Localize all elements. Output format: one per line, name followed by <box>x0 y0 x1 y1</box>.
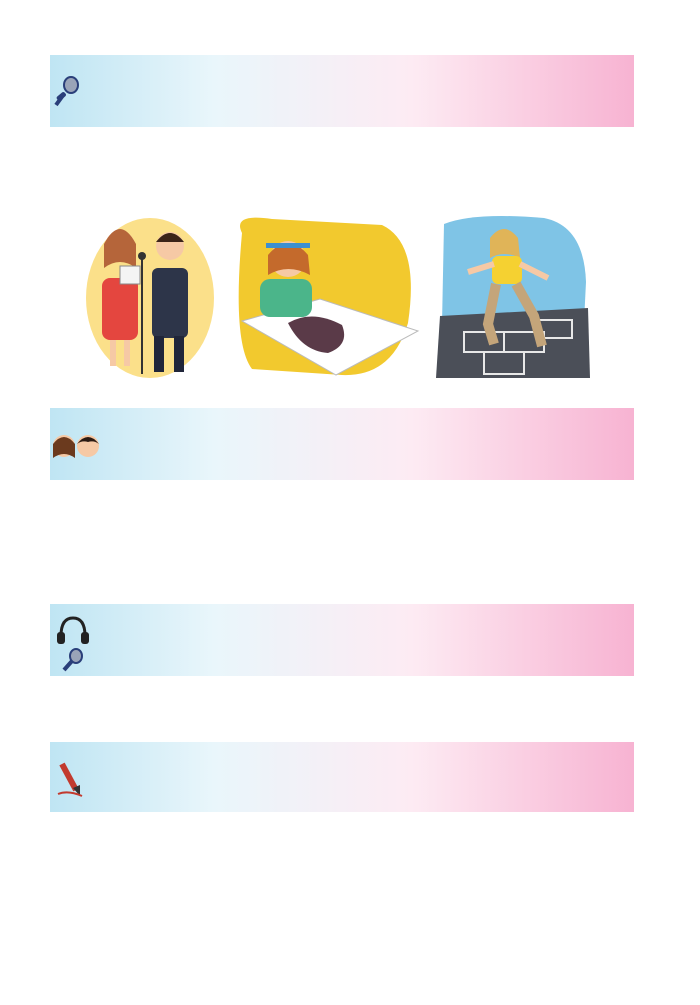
microphone-icon <box>52 74 82 108</box>
pencil-icon <box>56 760 86 798</box>
children-faces-icon <box>50 430 102 462</box>
singing-children-illustration <box>84 208 216 380</box>
drawing-girl-illustration <box>232 213 422 381</box>
bottom-decorative-border <box>0 968 700 1005</box>
exercise-3-banner <box>50 408 634 480</box>
exercise-5-banner <box>50 742 634 812</box>
hopscotch-girl-illustration <box>434 212 592 380</box>
exercise-4-banner <box>50 604 634 676</box>
right-decorative-border <box>654 30 700 970</box>
top-decorative-border <box>0 0 700 32</box>
headphones-icon <box>56 614 90 672</box>
exercise-2-banner <box>50 55 634 127</box>
